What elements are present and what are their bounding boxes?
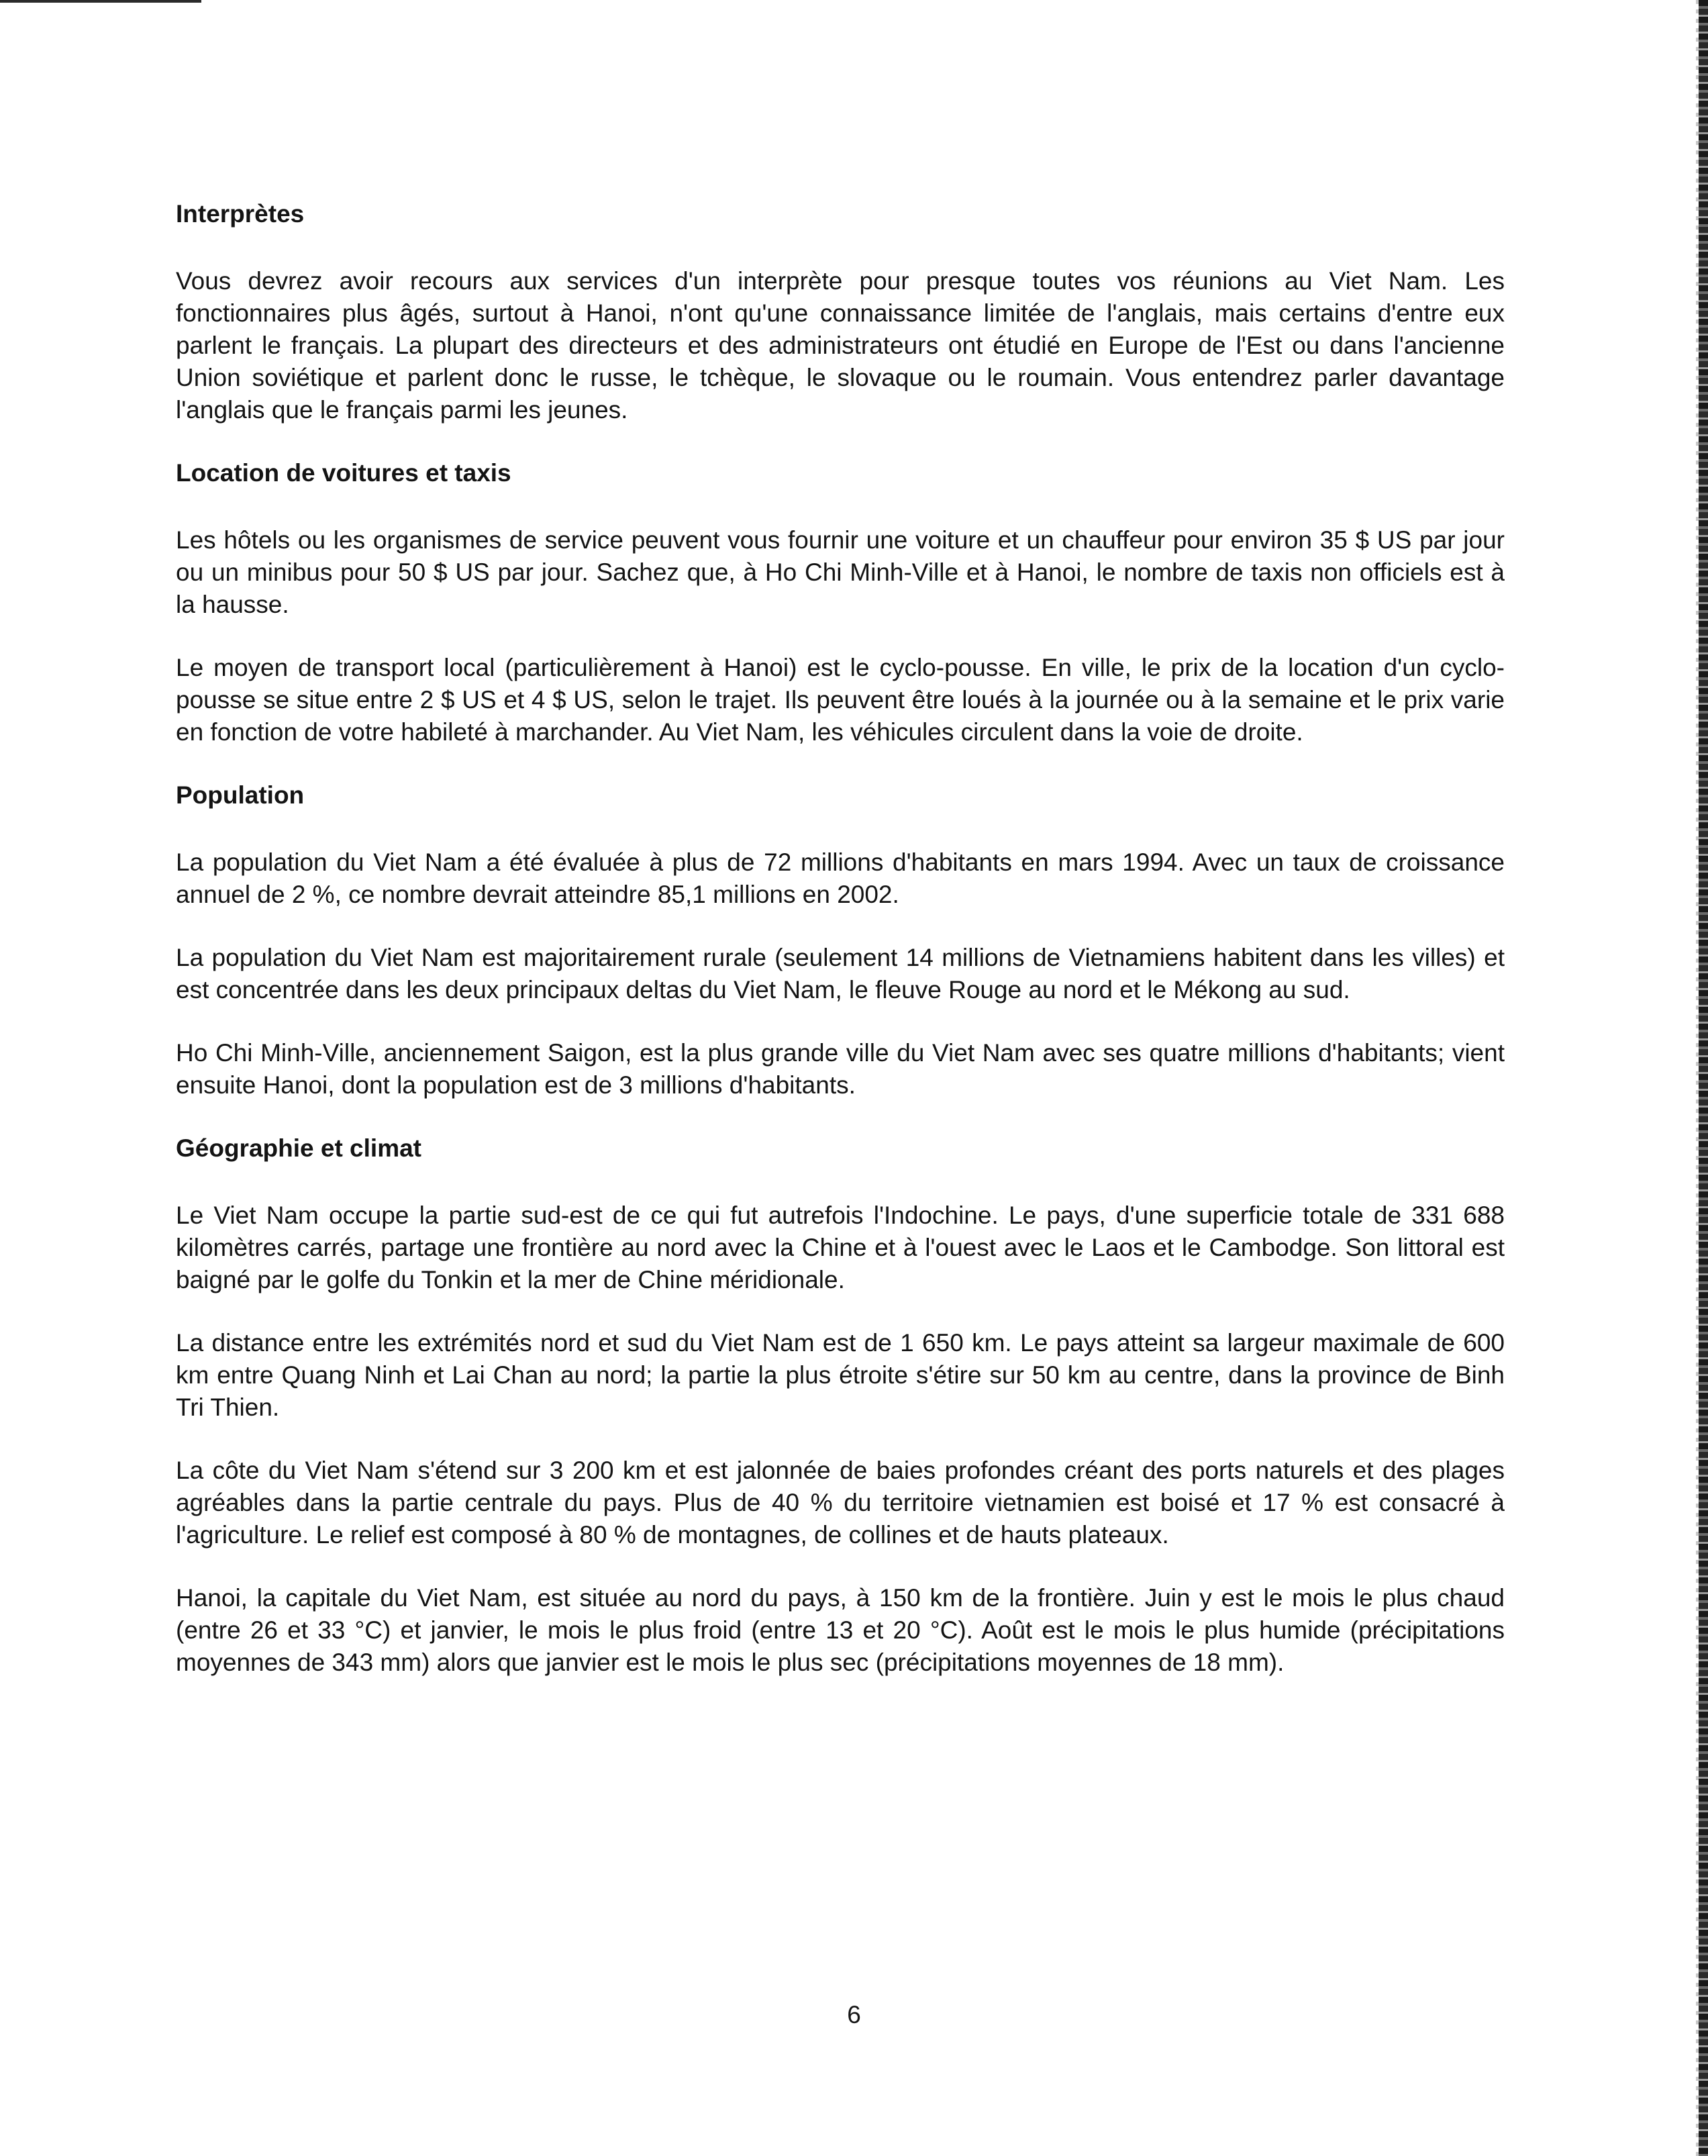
page-number: 6 (847, 2001, 861, 2028)
heading-location-voitures: Location de voitures et taxis (176, 459, 511, 487)
paragraph-location-2: Le moyen de transport local (particulièrement à Hanoi) est le cyclo-pousse. En ville, le prix de la location d'un cyclo-pousse se situe entre 2 $ US et 4 $ US, selon le trajet. Ils peuvent être loués à la journée ou à la semaine et le prix varie en fonction de votre habileté à marchander. Au Viet Nam, les véhicules circulent dans la voie de droite. (176, 654, 1505, 746)
paragraph-location-1: Les hôtels ou les organismes de service peuvent vous fournir une voiture et un chauffeur pour environ 35 $ US par jour ou un minibus pour 50 $ US par jour. Sachez que, à Ho Chi Minh-Ville et à Hanoi, le nombre de taxis non officiels est à la hausse. (176, 526, 1505, 618)
heading-population: Population (176, 781, 305, 809)
document-body (176, 198, 1505, 1679)
paragraph-population-2: La population du Viet Nam est majoritairement rurale (seulement 14 millions de Vietnamiens habitent dans les villes) et est concentrée dans les deux principaux deltas du Viet Nam, le fleuve Rouge au nord et le Mékong au sud. (176, 944, 1505, 1003)
heading-interpretes: Interprètes (176, 200, 305, 228)
heading-geographie-climat: Géographie et climat (176, 1134, 421, 1162)
paragraph-geographie-2: La distance entre les extrémités nord et sud du Viet Nam est de 1 650 km. Le pays atteint sa largeur maximale de 600 km entre Quang Ninh et Lai Chan au nord; la partie la plus étroite s'étire sur 50 km au centre, dans la province de Binh Tri Thien. (176, 1329, 1505, 1421)
scan-artifact-right-edge (1699, 0, 1708, 2156)
paragraph-population-1: La population du Viet Nam a été évaluée à plus de 72 millions d'habitants en mars 1994. Avec un taux de croissance annuel de 2 %, ce nombre devrait atteindre 85,1 millions en 2002. (176, 848, 1505, 908)
paragraph-geographie-1: Le Viet Nam occupe la partie sud-est de ce qui fut autrefois l'Indochine. Le pays, d'une superficie totale de 331 688 kilomètres carrés, partage une frontière au nord avec la Chine et à l'ouest avec le Laos et le Cambodge. Son littoral est baigné par le golfe du Tonkin et la mer de Chine méridionale. (176, 1202, 1505, 1293)
paragraph-population-3: Ho Chi Minh-Ville, anciennement Saigon, est la plus grande ville du Viet Nam avec ses quatre millions d'habitants; vient ensuite Hanoi, dont la population est de 3 millions d'habitants. (176, 1039, 1505, 1099)
paragraph-geographie-3: La côte du Viet Nam s'étend sur 3 200 km et est jalonnée de baies profondes créant des ports naturels et des plages agréables dans la partie centrale du pays. Plus de 40 % du territoire vietnamien est boisé et 17 % est consacré à l'agriculture. Le relief est composé à 80 % de montagnes, de collines et de hauts plateaux. (176, 1457, 1505, 1549)
paragraph-interpretes-1: Vous devrez avoir recours aux services d'un interprète pour presque toutes vos réunions au Viet Nam. Les fonctionnaires plus âgés, surtout à Hanoi, n'ont qu'une connaissance limitée de l'anglais, mais certains d'entre eux parlent le français. La plupart des directeurs et des administrateurs ont étudié en Europe de l'Est ou dans l'ancienne Union soviétique et parlent donc le russe, le tchèque, le slovaque ou le roumain. Vous entendrez parler davantage l'anglais que le français parmi les jeunes. (176, 267, 1505, 424)
paragraph-geographie-4: Hanoi, la capitale du Viet Nam, est située au nord du pays, à 150 km de la frontière. Juin y est le mois le plus chaud (entre 26 et 33 °C) et janvier, le mois le plus froid (entre 13 et 20 °C). Août est le mois le plus humide (précipitations moyennes de 343 mm) alors que janvier est le mois le plus sec (précipitations moyennes de 18 mm). (176, 1584, 1505, 1676)
scan-artifact-top-line (0, 0, 201, 3)
